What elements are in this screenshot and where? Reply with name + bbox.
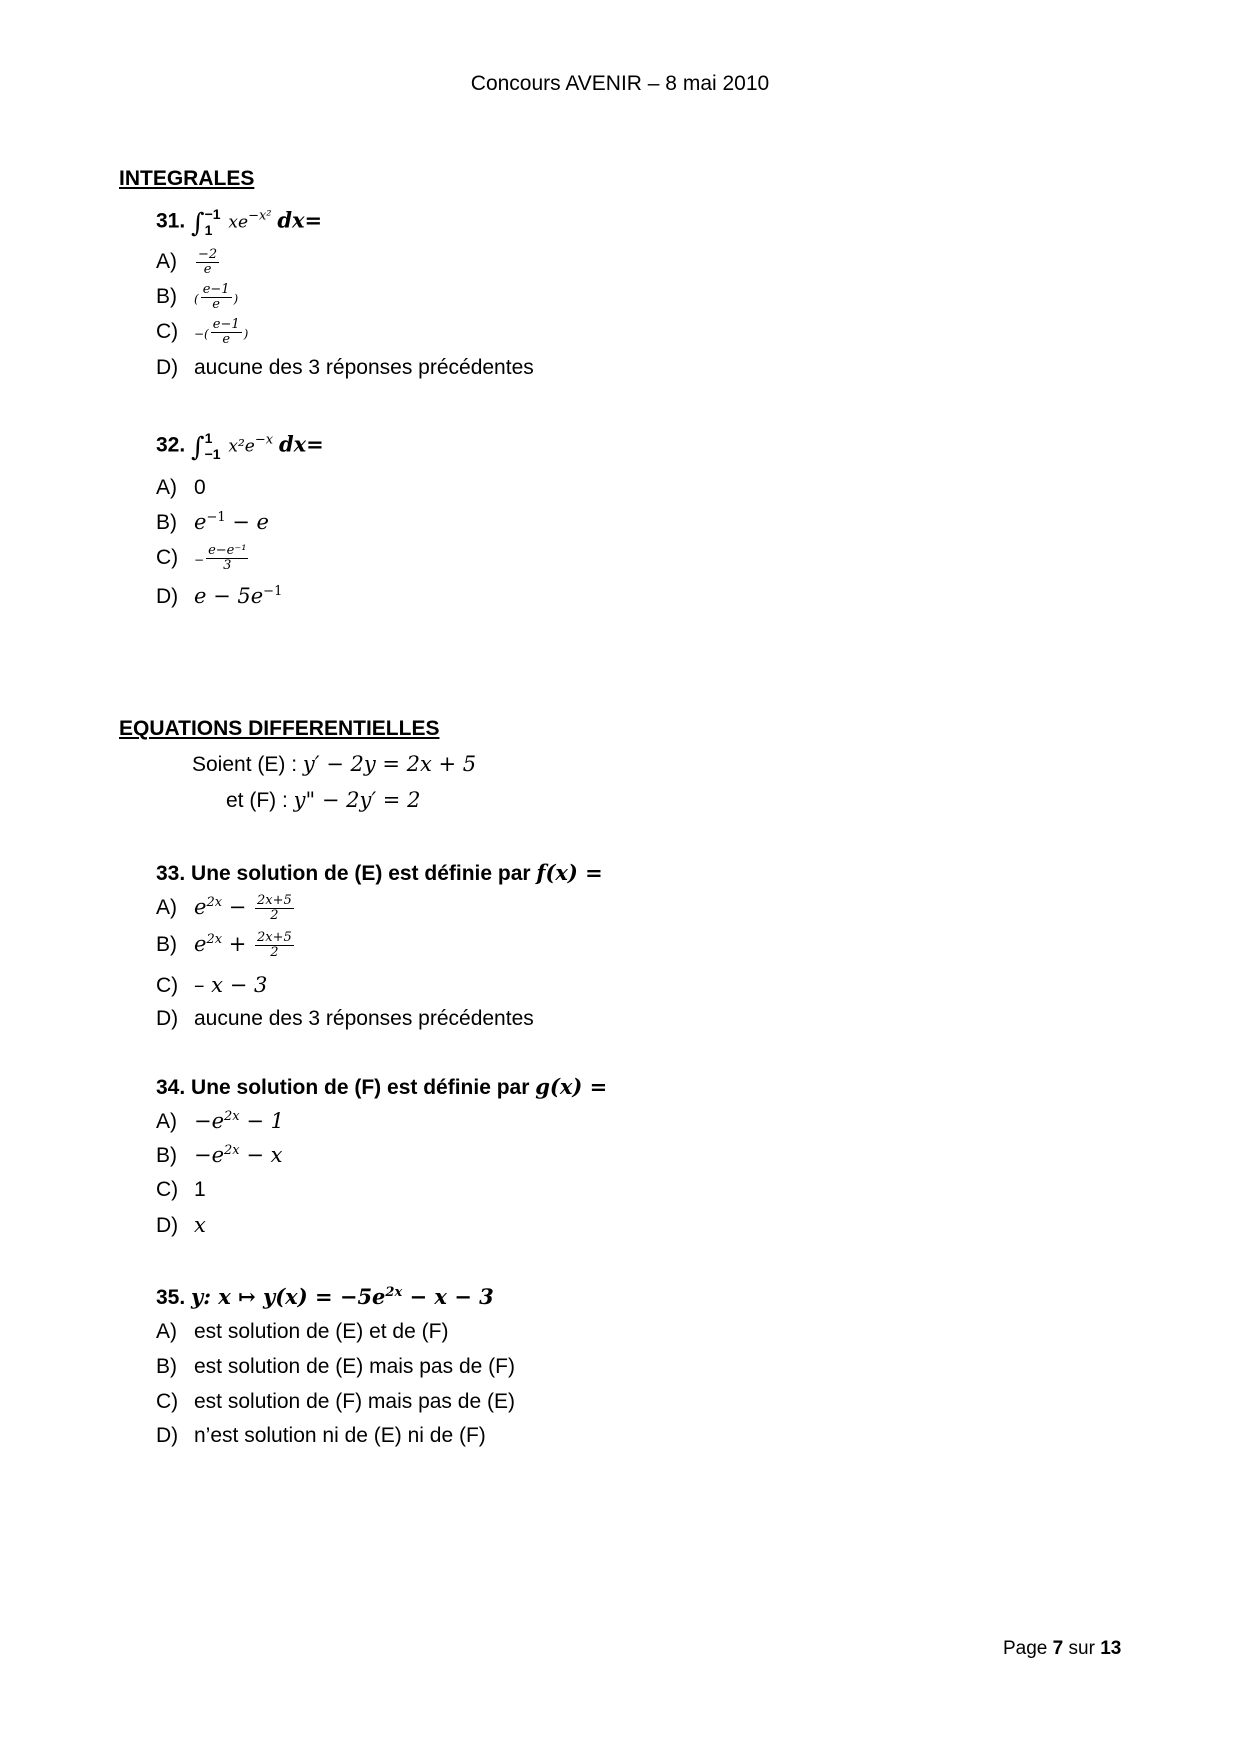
question-35: 35. y: x ↦ $y(x) = -5e^{2x} - x - 3$: [156, 1284, 494, 1309]
section-title-integrales: INTEGRALES: [119, 167, 255, 190]
option-33-b: B) $e^{2x}$ + $\frac{2x+5}{2}$: [156, 930, 292, 960]
integral-sign-icon: ∫: [191, 432, 205, 463]
current-page: 7: [1052, 1638, 1064, 1659]
page-footer: Page 7 sur 13: [1003, 1638, 1122, 1659]
option-35-c: C) est solution de (F) mais pas de (E): [156, 1390, 515, 1413]
integral-limits: 1 −1: [204, 430, 221, 462]
option-31-b: B) ( $\frac{e-1}{e}$ ): [156, 282, 239, 312]
page-header: Concours AVENIR – 8 mai 2010: [470, 72, 770, 95]
total-pages: 13: [1100, 1638, 1122, 1659]
question-34: 34. Une solution de (F) est définie par g(x) =: [156, 1074, 608, 1099]
option-34-a: $A) -e^{2x} - 1$: [156, 1109, 284, 1133]
option-32-a: A) 0: [156, 476, 206, 499]
question-33: 33. Une solution de (E) est définie par f(x) =: [156, 860, 603, 885]
option-34-d: D) x: [156, 1213, 206, 1237]
option-33-d: D) aucune des 3 réponses précédentes: [156, 1007, 534, 1030]
equation-f: et (F) : y" − 2y′ = 2: [226, 788, 421, 812]
question-number: 31.: [156, 209, 186, 233]
question-number: 32.: [156, 433, 186, 457]
option-35-b: B) est solution de (E) mais pas de (F): [156, 1355, 515, 1378]
option-35-a: A) est solution de (E) et de (F): [156, 1320, 449, 1343]
option-32-d: D) $e - 5e^{-1}$: [156, 584, 283, 608]
option-33-c: C) – x − 3: [156, 973, 268, 997]
option-35-d: D) n’est solution ni de (E) ni de (F): [156, 1424, 486, 1447]
question-31: 31. ∫ −1 1 $xe^{-x^2}$ dx=: [156, 206, 323, 239]
option-33-a: A) $e^{2x}$ − $\frac{2x+5}{2}$: [156, 893, 292, 923]
option-31-d: D) aucune des 3 réponses précédentes: [156, 356, 534, 379]
integral-sign-icon: ∫: [191, 208, 205, 239]
option-31-c: C) −( $\frac{e-1}{e}$ ): [156, 317, 249, 347]
option-34-b: $B) -e^{2x} - x$: [156, 1143, 283, 1167]
integral-limits: −1 1: [204, 206, 221, 238]
equation-e: Soient (E) : y′ − 2y = 2x + 5: [192, 752, 477, 776]
option-32-b: B) $e^{-1} - e$: [156, 510, 269, 534]
option-32-c: C) − $\frac{\text{e−e⁻¹}}{3}$: [156, 543, 247, 573]
option-34-c: C) 1: [156, 1178, 206, 1201]
option-31-a: A) $\frac{-2}{e}$: [156, 247, 218, 277]
section-title-equations: EQUATIONS DIFFERENTIELLES: [119, 717, 440, 740]
question-32: 32. ∫ 1 −1 $x^2e^{-x}$ dx=: [156, 430, 324, 463]
